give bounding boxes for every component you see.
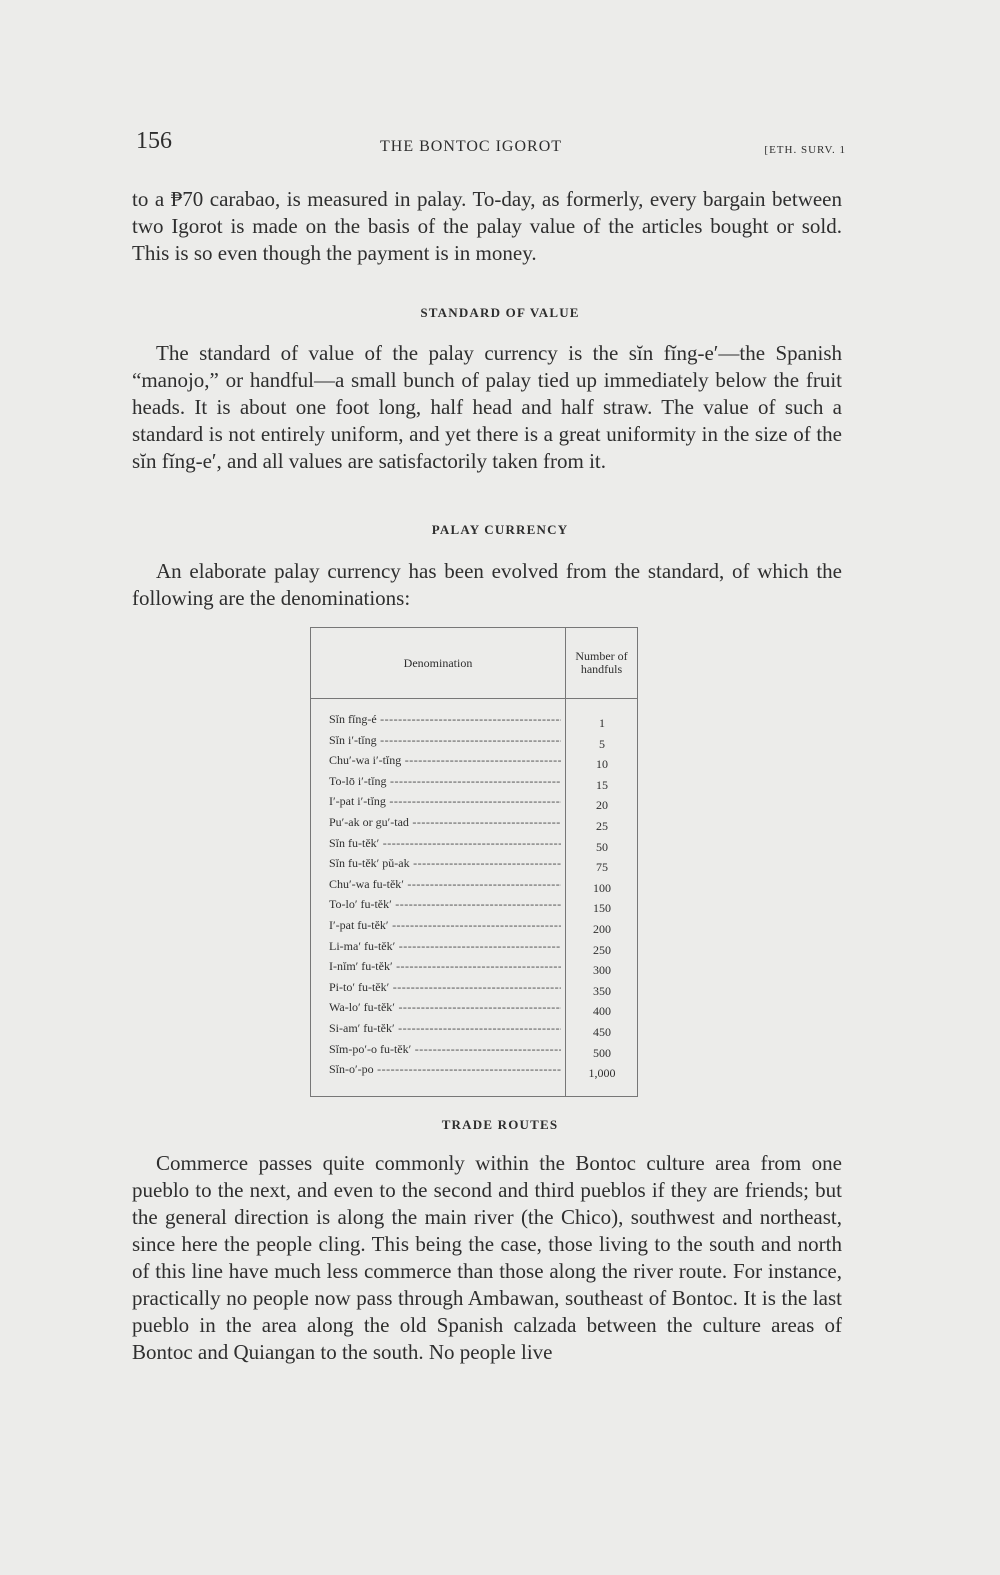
table-row [311, 753, 637, 774]
handful-count: 100 [593, 880, 611, 895]
table-row [311, 939, 637, 960]
denomination-name: Li-ma′ fu-tĕk′ ----- [329, 939, 561, 954]
handful-count: 350 [593, 983, 611, 998]
denomination-name: Sĭn i′-tĭng ----- [329, 733, 561, 748]
table-body [311, 712, 637, 1083]
handful-count: 5 [599, 736, 605, 751]
table-row [311, 877, 637, 898]
table-row [311, 856, 637, 877]
heading-trade-routes: TRADE ROUTES [441, 1117, 559, 1132]
handful-count: 20 [596, 798, 608, 813]
table-row [311, 1021, 637, 1042]
column-header-denomination: Denomination [403, 655, 473, 670]
page-header [136, 128, 846, 160]
denomination-name: Sĭn-o′-po ----- [329, 1062, 561, 1077]
denomination-name: To-lo′ fu-tĕk′ ----- [329, 897, 561, 912]
denomination-table [310, 627, 638, 1097]
denomination-name: To-lō i′-tĭng ----- [329, 774, 561, 789]
handful-count: 50 [596, 839, 608, 854]
handful-count: 300 [593, 963, 611, 978]
denomination-name: I′-pat i′-tĭng ----- [329, 794, 561, 809]
paragraph-carabao: to a ₱70 carabao, is measured in palay. To-day, as formerly, every bargain between two Igorot is made on the basis of the palay value of the articles bought or sold. This is so even though the payment is in money. [132, 187, 842, 265]
table-row [311, 980, 637, 1001]
denomination-name: Sĭn fu-tĕk′ pŭ-ak ----- [329, 856, 561, 871]
page-number: 156 [136, 128, 172, 154]
table-row [311, 733, 637, 754]
handful-count: 15 [596, 777, 608, 792]
handful-count: 1 [599, 716, 605, 730]
denomination-name: Sĭm-po′-o fu-tĕk′ ----- [329, 1042, 561, 1057]
table-row [311, 959, 637, 980]
table-row [311, 1000, 637, 1021]
handful-count: 500 [593, 1045, 611, 1060]
denomination-name: Chu′-wa i′-tĭng ----- [329, 753, 561, 768]
running-title: THE BONTOC IGOROT [380, 138, 563, 155]
handful-count: 150 [593, 901, 611, 916]
header-rule [311, 698, 637, 699]
denomination-name: I′-pat fu-tĕk′ ----- [329, 918, 561, 933]
table-row [311, 712, 637, 733]
series-label: [ETH. SURV. 1 [764, 144, 846, 156]
denomination-name: I-nĭm′ fu-tĕk′ ----- [329, 959, 561, 974]
heading-standard-of-value: STANDARD OF VALUE [420, 305, 580, 320]
handful-count: 10 [596, 757, 608, 772]
handful-count: 200 [593, 921, 611, 936]
handful-count: 25 [596, 818, 608, 833]
denomination-name: Pi-to′ fu-tĕk′ ----- [329, 980, 561, 995]
heading-palay-currency: PALAY CURRENCY [431, 522, 569, 537]
denomination-name: Pu′-ak or gu′-tad ----- [329, 815, 561, 830]
table-row [311, 897, 637, 918]
handful-count: 250 [593, 942, 611, 957]
handful-count: 75 [596, 860, 608, 875]
paragraph-currency-intro: An elaborate palay currency has been evolved from the standard, of which the following are the denominations: [132, 559, 842, 610]
table-row [311, 918, 637, 939]
denomination-name: Sĭn fu-tĕk′ ----- [329, 836, 561, 851]
paragraph-standard: The standard of value of the palay currency is the sĭn fĭng-e′—the Spanish “manojo,” or handful—a small bunch of palay tied up immediately below the fruit heads. It is about one foot long, half head and half straw. The value of such a standard is not entirely uniform, and yet there is a great uniformity in the size of the sĭn fĭng-e′, and all values are satisfactorily taken from it. [132, 341, 842, 473]
handful-count: 450 [593, 1024, 611, 1039]
paragraph-trade-routes: Commerce passes quite commonly within the Bontoc culture area from one pueblo to the next, and even to the second and third pueblos if they are friends; but the general direction is along the main river (the Chico), southwest and northeast, since here the people cling. This being the case, those living to the south and north of this line have much less commerce than those along the river route. For instance, practically no people now pass through Ambawan, southeast of Bontoc. It is the last pueblo in the area along the old Spanish calzada between the culture areas of Bontoc and Quiangan to the south. No people live [132, 1151, 842, 1364]
table-row [311, 836, 637, 857]
table-row [311, 1042, 637, 1063]
denomination-name: Chu′-wa fu-tĕk′ ----- [329, 877, 561, 892]
handful-count: 400 [593, 1004, 611, 1019]
table-row [311, 794, 637, 815]
table-row [311, 1062, 637, 1083]
table-row [311, 815, 637, 836]
column-header-handfuls: Number of handfuls [565, 628, 637, 698]
denomination-name: Sĭn fĭng-é ----- [329, 712, 561, 727]
denomination-name: Wa-lo′ fu-tĕk′ ----- [329, 1000, 561, 1015]
handful-count: 1,000 [588, 1066, 616, 1081]
table-row [311, 774, 637, 795]
denomination-name: Si-am′ fu-tĕk′ ----- [329, 1021, 561, 1036]
